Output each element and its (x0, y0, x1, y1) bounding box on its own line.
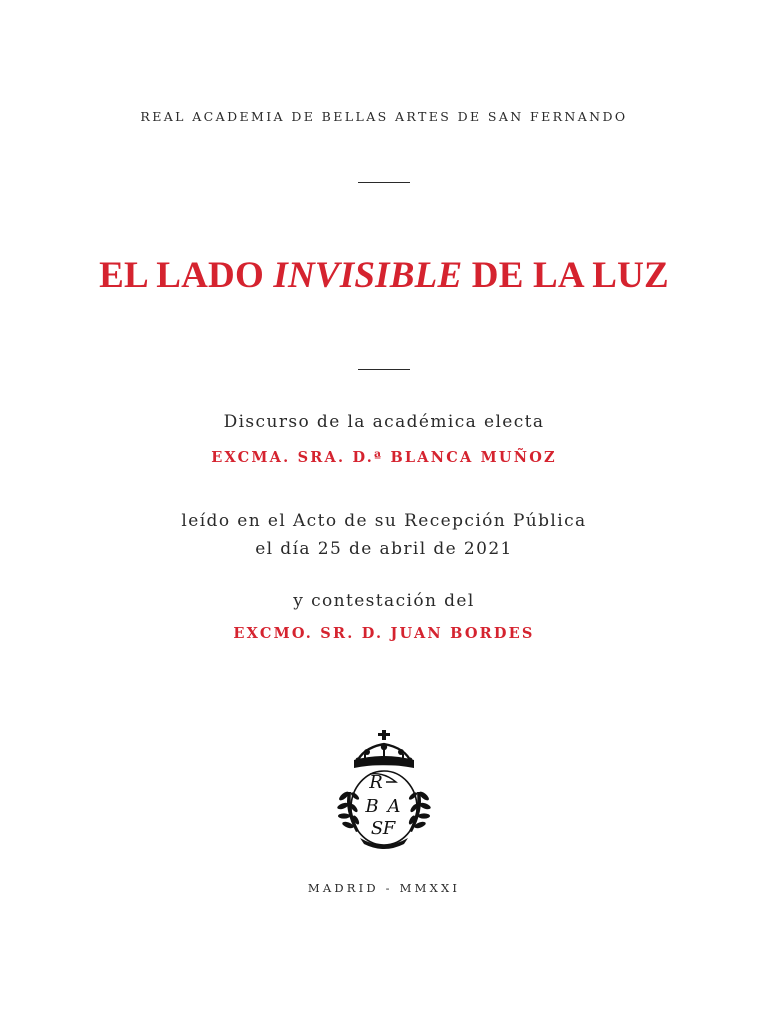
institution-name: REAL ACADEMIA DE BELLAS ARTES DE SAN FERNANDO (140, 109, 628, 124)
svg-text:R: R (369, 772, 383, 793)
svg-text:B: B (365, 796, 379, 817)
svg-text:A: A (387, 796, 401, 817)
speech-intro: Discurso de la académica electa (223, 412, 545, 432)
svg-text:F: F (382, 818, 396, 839)
academy-crest-icon (334, 730, 434, 852)
svg-text:S: S (370, 818, 384, 839)
reply-intro: y contestación del (293, 591, 475, 611)
top-divider (358, 182, 410, 183)
title-part-1: EL LADO (99, 255, 274, 296)
title-part-2-italic: INVISIBLE (273, 255, 463, 296)
imprint-footer: MADRID - MMXXI (307, 881, 461, 895)
book-title (0, 254, 768, 297)
reading-line-1: leído en el Acto de su Recepción Pública (181, 511, 587, 531)
reading-date: el día 25 de abril de 2021 (255, 539, 513, 559)
author-name: EXCMA. SRA. D.ª BLANCA MUÑOZ (211, 449, 557, 466)
reply-author-name: EXCMO. SR. D. JUAN BORDES (233, 625, 535, 642)
title-part-3: DE LA LUZ (462, 255, 669, 296)
bottom-divider (358, 369, 410, 370)
